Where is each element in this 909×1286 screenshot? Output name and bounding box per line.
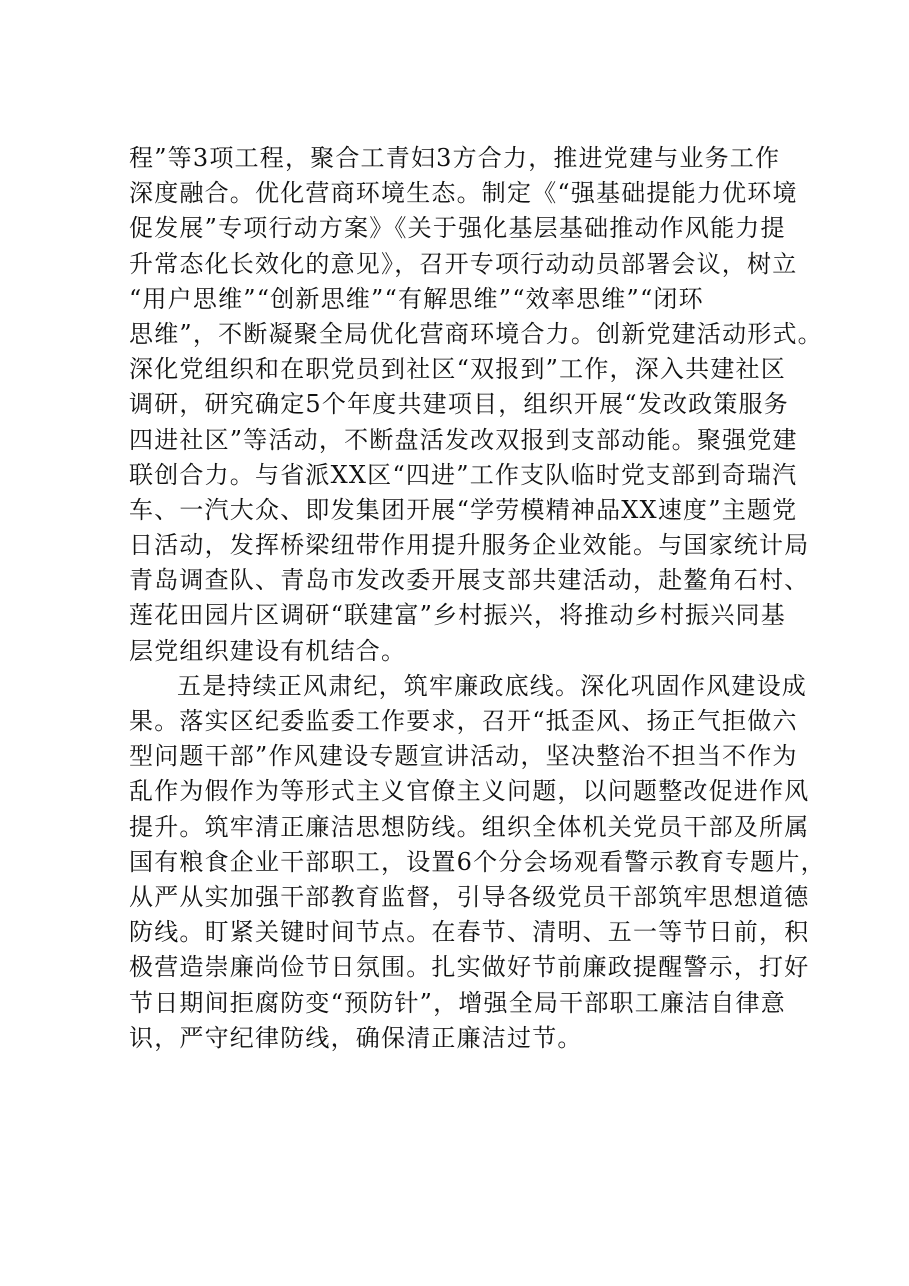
text-line: 识，严守纪律防线，确保清正廉洁过节。	[129, 1023, 583, 1052]
text-line: 思维”，不断凝聚全局优化营商环境合力。创新党建活动形式。	[129, 319, 823, 348]
text-line: 日活动，发挥桥梁纽带作用提升服务企业效能。与国家统计局	[129, 531, 810, 560]
text-line: 乱作为假作为等形式主义官僚主义问题，以问题整改促进作风	[129, 777, 810, 806]
document-body	[129, 141, 826, 1056]
text-line: 深度融合。优化营商环境生态。制定《“强基础提能力优环境	[129, 179, 798, 208]
text-line: 莲花田园片区调研“联建富”乡村振兴，将推动乡村振兴同基	[129, 601, 786, 630]
text-line: 极营造崇廉尚俭节日氛围。扎实做好节前廉政提醒警示，打好	[129, 953, 810, 982]
text-line: 国有粮食企业干部职工，设置6个分会场观看警示教育专题片，	[129, 847, 826, 876]
text-line: 从严从实加强干部教育监督，引导各级党员干部筑牢思想道德	[129, 882, 810, 911]
text-line: 型问题干部”作风建设专题宣讲活动，坚决整治不担当不作为	[129, 742, 798, 771]
text-line: 提升。筑牢清正廉洁思想防线。组织全体机关党员干部及所属	[129, 812, 810, 841]
text-line: 深化党组织和在职党员到社区“双报到”工作，深入共建社区	[129, 355, 786, 384]
text-line: 升常态化长效化的意见》，召开专项行动动员部署会议，树立	[129, 249, 798, 278]
text-line: 节日期间拒腐防变“预防针”，增强全局干部职工廉洁自律意	[129, 988, 786, 1017]
text-line: 层党组织建设有机结合。	[129, 636, 407, 665]
text-line: 调研，研究确定5个年度共建项目，组织开展“发改政策服务	[129, 390, 789, 419]
text-line: “用户思维”“创新思维”“有解思维”“效率思维”“闭环	[129, 284, 704, 313]
text-line: 车、一汽大众、即发集团开展“学劳模精神品XX速度”主题党	[129, 495, 798, 524]
text-line: 四进社区”等活动，不断盘活发改双报到支部动能。聚强党建	[129, 425, 798, 454]
text-line: 果。落实区纪委监委工作要求，召开“抵歪风、扬正气拒做六	[129, 707, 798, 735]
text-line: 联创合力。与省派XX区“四进”工作支队临时党支部到奇瑞汽	[129, 460, 798, 489]
text-line: 促发展”专项行动方案》《关于强化基层基础推动作风能力提	[129, 214, 786, 243]
text-line: 青岛调查队、青岛市发改委开展支部共建活动，赴鳌角石村、	[129, 566, 810, 595]
paragraph-start-line: 五是持续正风肃纪，筑牢廉政底线。深化巩固作风建设成	[177, 671, 807, 700]
text-line: 程”等3项工程，聚合工青妇3方合力，推进党建与业务工作	[129, 144, 781, 172]
text-line: 防线。盯紧关键时间节点。在春节、清明、五一等节日前，积	[129, 918, 810, 947]
